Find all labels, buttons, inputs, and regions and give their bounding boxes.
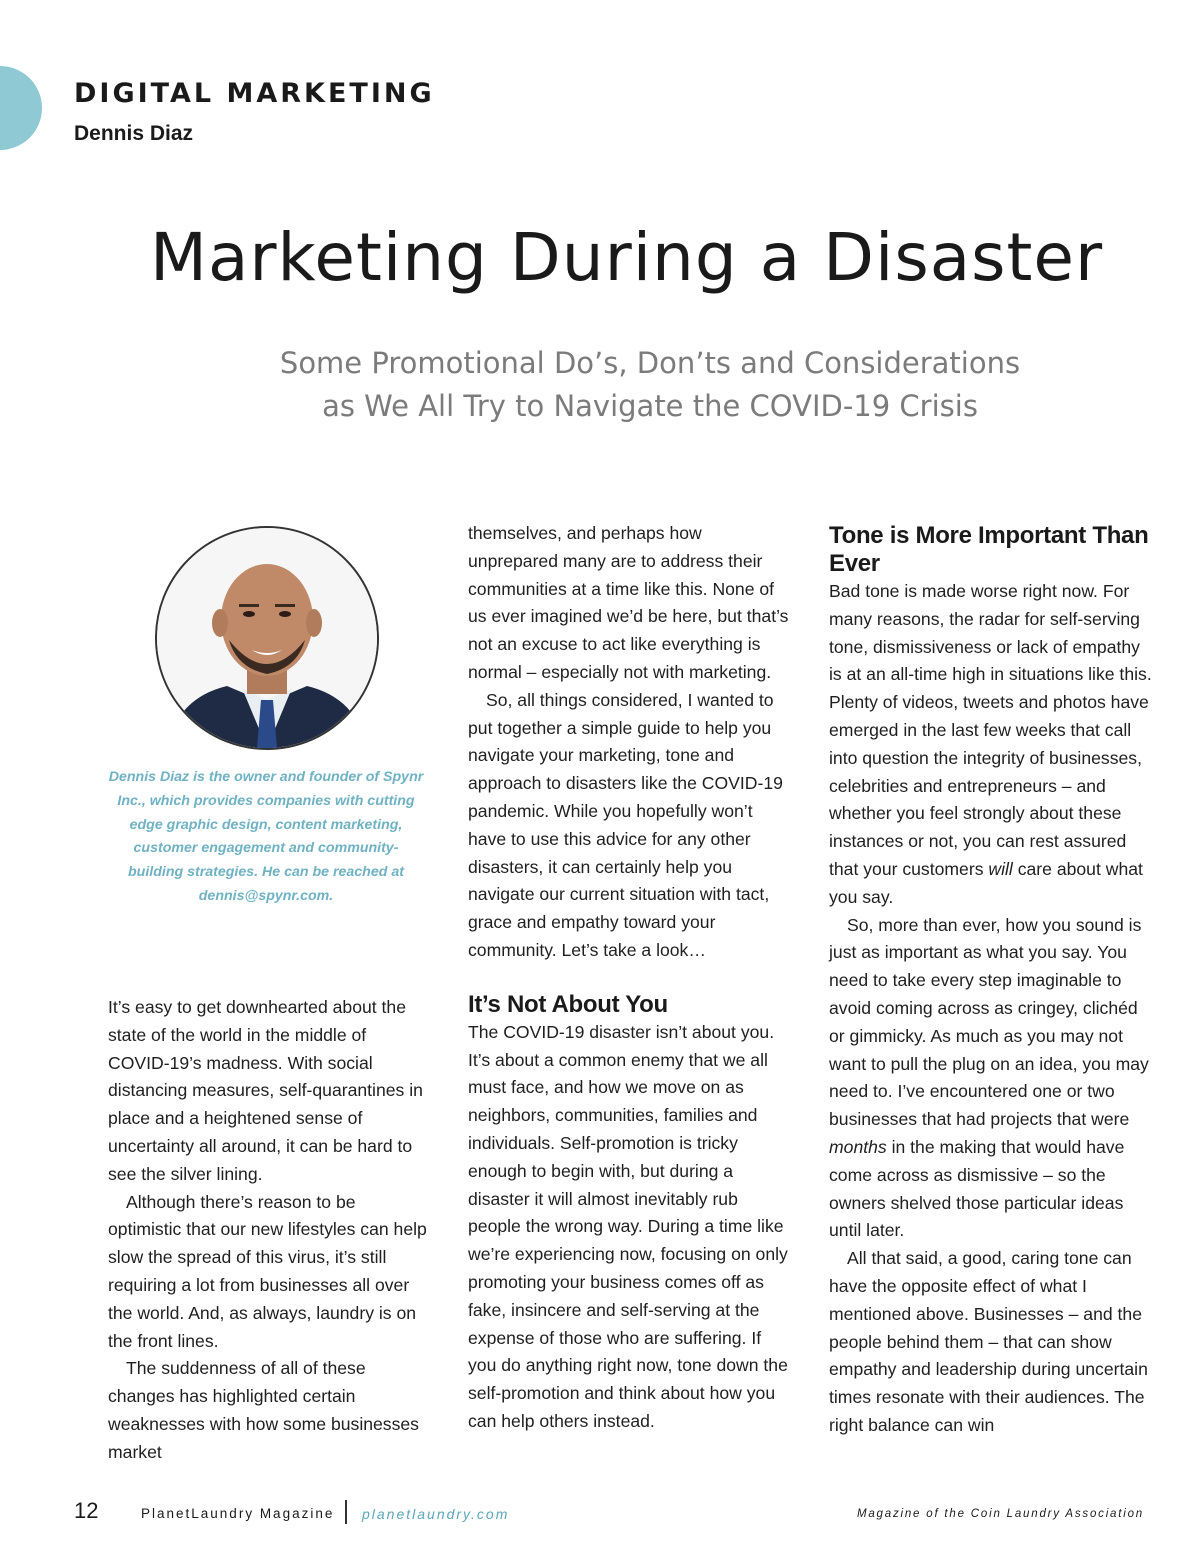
website-link[interactable]: planetlaundry.com (362, 1506, 510, 1522)
body-paragraph: Although there’s reason to be optimistic that our new lifestyles can help slow the spread of this virus, it’s still requiring a lot from businesses all over the world. And, as always, laundry is on the front lines. (108, 1191, 427, 1351)
page-number: 12 (74, 1498, 99, 1523)
magazine-tagline: Magazine of the Coin Laundry Association (856, 1508, 1144, 1520)
subtitle-line-2: as We All Try to Navigate the COVID-19 Crisis (322, 389, 978, 423)
body-paragraph: It’s easy to get downhearted about the state of the world in the middle of COVID-19’s madness. With social distancing measures, self-quarantines in place and a heightened sense of uncertainty all around, it can be hard to see the silver lining. (108, 997, 423, 1184)
section-label: DIGITAL MARKETING (74, 78, 435, 109)
author-byline: Dennis Diaz (74, 122, 194, 145)
body-paragraph: The suddenness of all of these changes has highlighted certain weaknesses with how some businesses market (108, 1358, 419, 1462)
article-title: Marketing During a Disaster (150, 219, 1104, 296)
article-subtitle (240, 342, 1060, 428)
body-paragraph: All that said, a good, caring tone can have the opposite effect of what I mentioned above. Businesses – and the people behind them – that can show empathy and leadership during uncertain times resonate with their audiences. The right balance can win (829, 1248, 1148, 1435)
author-portrait-icon (155, 526, 379, 750)
footer-divider (345, 1500, 347, 1524)
article-column-1 (108, 994, 428, 1467)
body-paragraph: The COVID-19 disaster isn’t about you. It’s about a common enemy that we all must face, and how we move on as neighbors, communities, families and individuals. Self-promotion is tricky enough to begin with, but during a disaster it will almost inevitably rub people the wrong way. During a time like we’re experiencing now, focusing on only promoting your business comes off as fake, insincere and self-serving at the expense of those who are suffering. If you do anything right now, tone down the self-promotion and think about how you can help others instead. (468, 1021, 788, 1431)
section-heading: Tone is More Important Than Ever (829, 522, 1149, 577)
author-caption: Dennis Diaz is the owner and founder of Spynr Inc., which provides companies with cutting edge graphic design, content marketing, customer engagement and community-building strategies. He can be reached at dennis@spynr.com. (108, 769, 424, 904)
article-column-2 (468, 520, 790, 1436)
section-tab-circle (0, 66, 42, 150)
body-paragraph: So, all things considered, I wanted to put together a simple guide to help you navigate your marketing, tone and approach to disasters like the COVID-19 pandemic. While you hopefully won’t have to use this advice for any other disasters, it can certainly help you navigate our current situation with tact, grace and empathy toward your community. Let’s take a look… (468, 689, 783, 960)
body-text: Bad tone is made worse right now. For many reasons, the radar for self-serving tone, dismissiveness or lack of empathy is at an all-time high in situations like this. Plenty of videos, tweets and photos have emerged in the last few weeks that call into question the integrity of businesses, celebrities and entrepreneurs – and whether you feel strongly about these instances or not, you can rest assured that your customers (829, 581, 1152, 879)
body-text: in the making that would have come across as dismissive – so the owners shelved those particular ideas until later. (829, 1136, 1125, 1241)
subtitle-line-1: Some Promotional Do’s, Don’ts and Considerations (279, 346, 1021, 380)
page-footer (0, 1498, 1200, 1528)
body-text: care about what you say. (829, 858, 1143, 907)
body-paragraph: themselves, and perhaps how unprepared many are to address their communities at a time like this. None of us ever imagined we’d be here, but that’s not an excuse to act like everything is normal – especially not with marketing. (468, 523, 789, 682)
body-paragraph (829, 912, 1153, 1246)
emphasis-text: will (988, 858, 1013, 879)
section-heading: It’s Not About You (468, 990, 668, 1018)
article-column-3 (829, 522, 1153, 1440)
body-text: So, more than ever, how you sound is just as important as what you say. You need to take every step imaginable to avoid coming across as cringey, clichéd or gimmicky. As much as you may not want to pull the plug on an idea, you may need to. I’ve encountered one or two businesses that had projects that were (829, 914, 1149, 1130)
magazine-name: PlanetLaundry Magazine (141, 1506, 335, 1521)
emphasis-text: months (829, 1136, 887, 1157)
body-paragraph (829, 578, 1153, 912)
